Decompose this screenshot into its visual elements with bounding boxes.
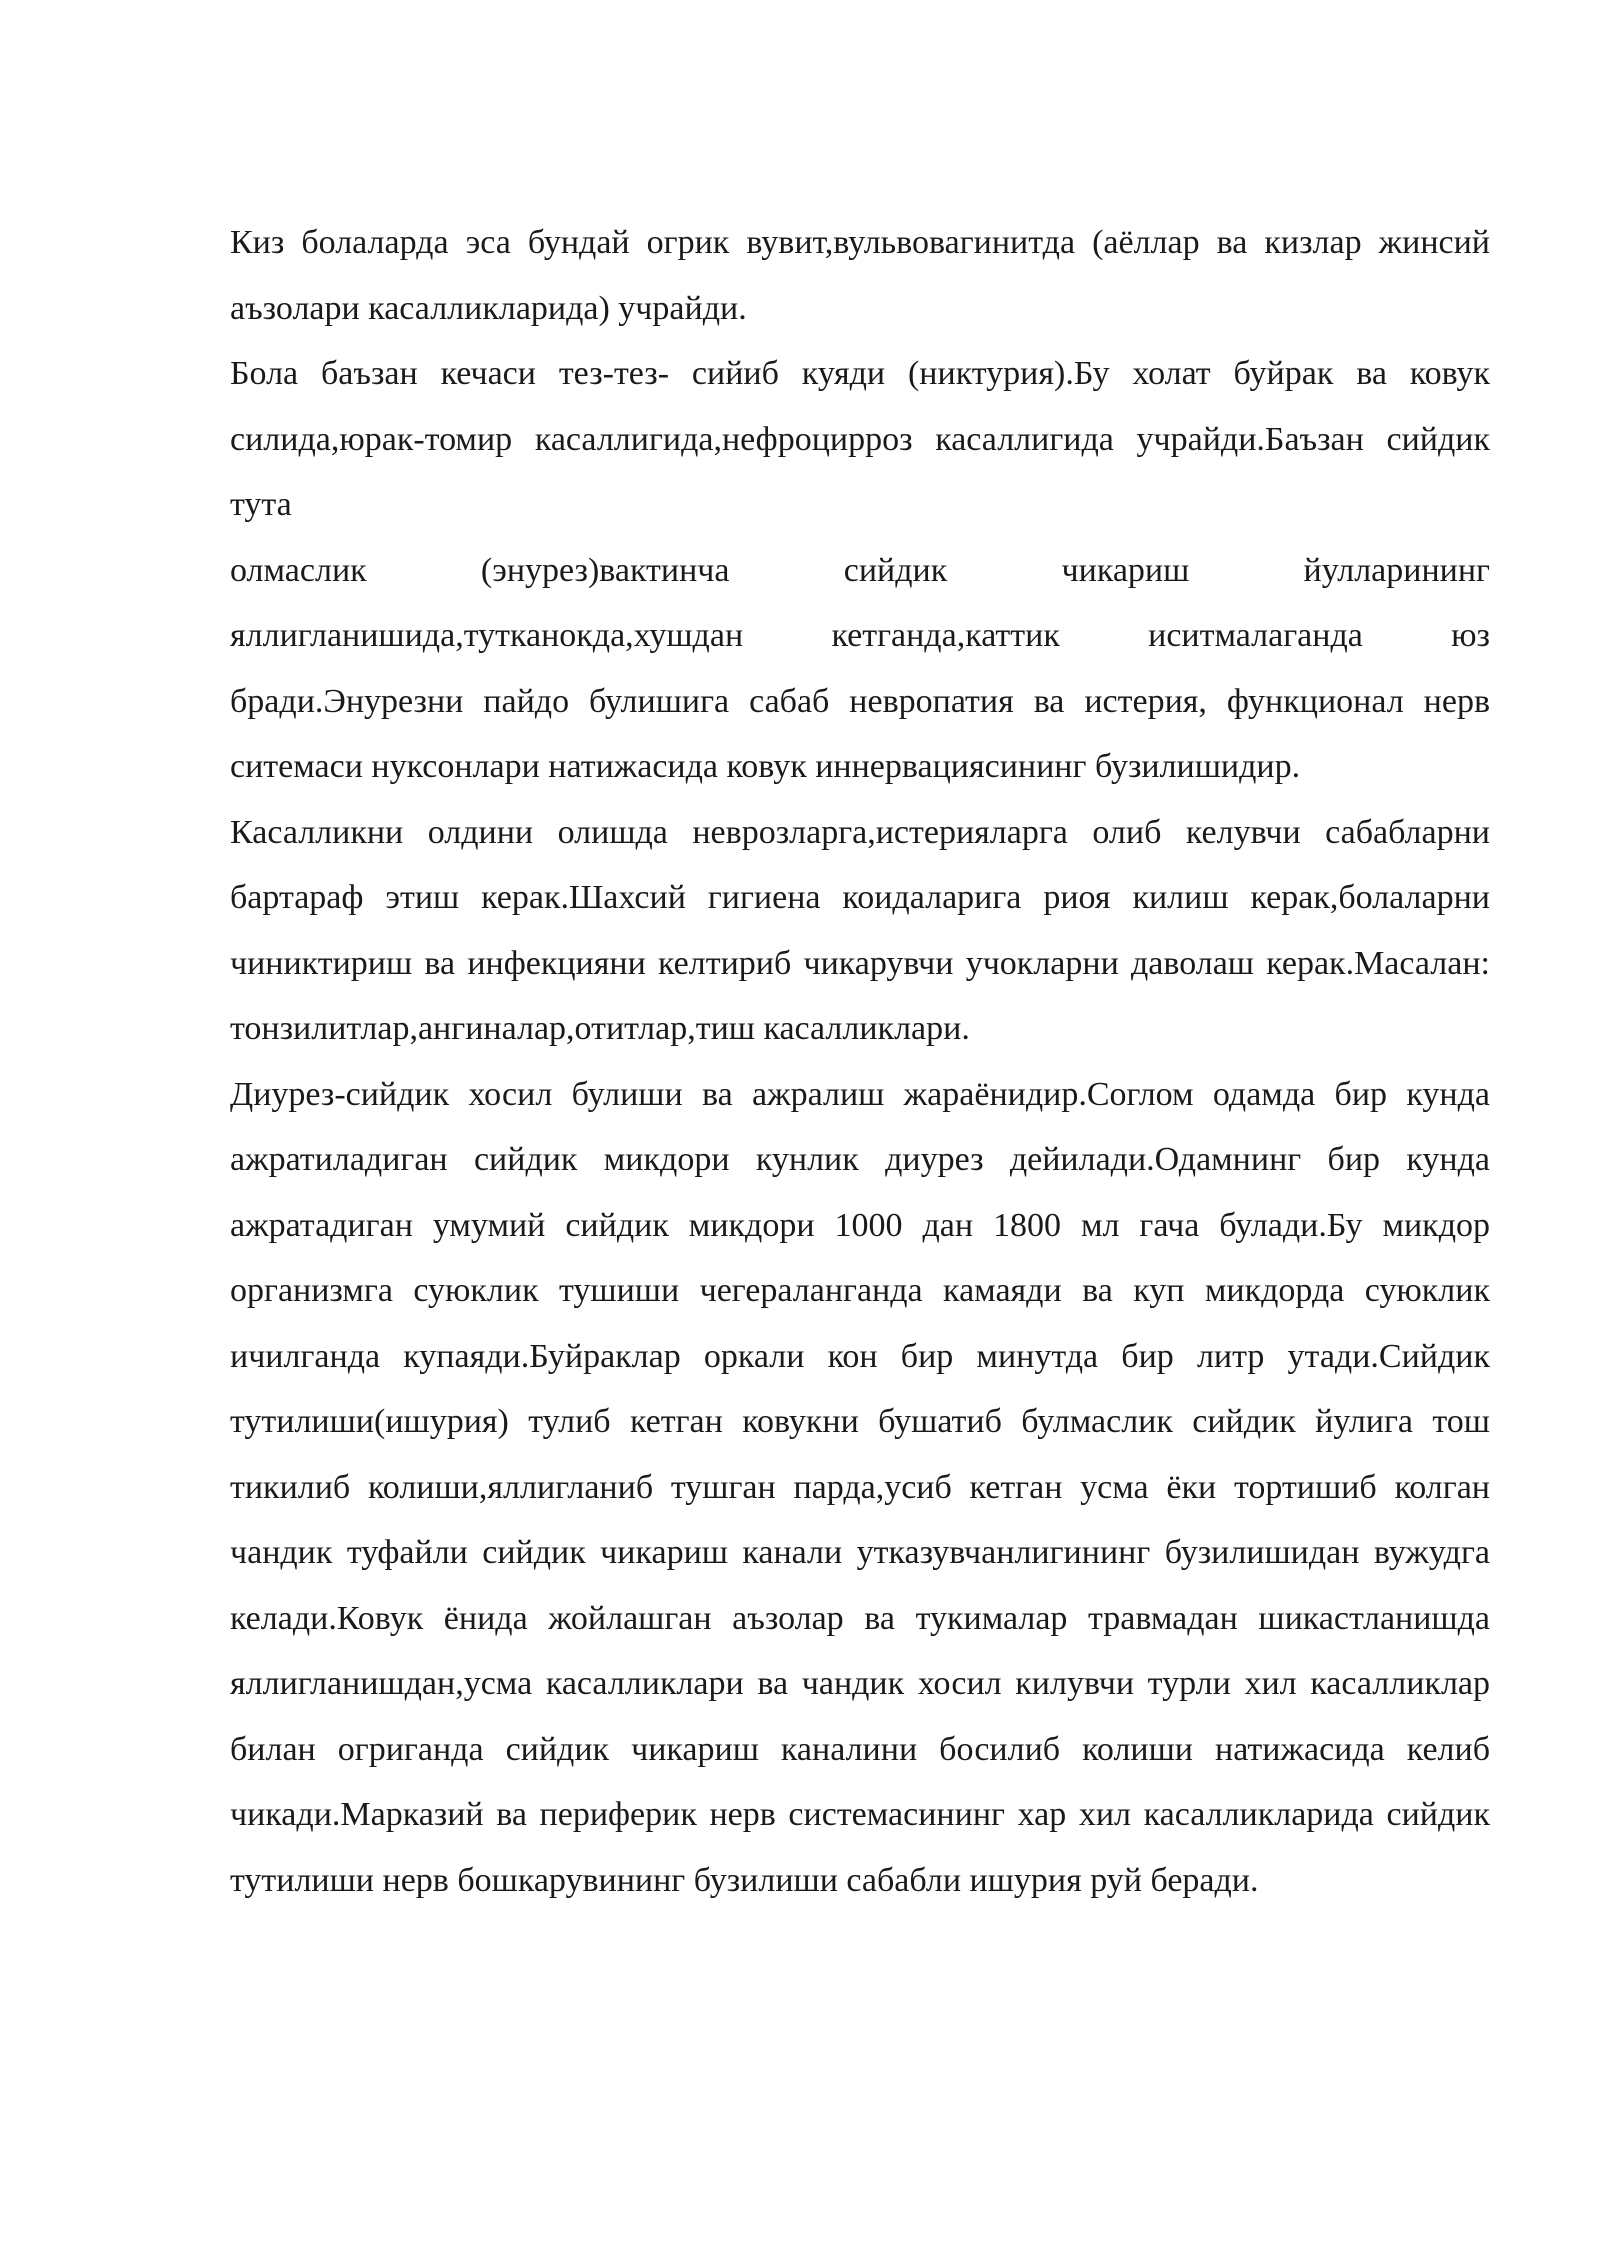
paragraph-4: Касалликни олдини олишда неврозларга,истерияларга олиб келувчи сабабларни бартараф этиш керак.Шахсий гигиена коидаларига риоя килиш керак,болаларни чиниктириш ва инфекцияни келтириб чикарувчи учокларни даволаш керак.Масалан: тонзилитлар,ангиналар,отитлар,тиш касалликлари. [230, 813, 1490, 1047]
paragraph-3: олмаслик (энурез)вактинча сийдик чикариш йулларининг яллигланишида,тутканокда,хушдан кетганда,каттик иситмалаганда юз бради.Энурезни пайдо булишига сабаб невропатия ва истерия, функционал нерв ситемаси нуксонлари натижасида ковук иннервациясининг бузилишидир. [230, 551, 1490, 785]
paragraph-2: Бола баъзан кечаси тез-тез- сийиб куяди (никтурия).Бу холат буйрак ва ковук силида,юрак-томир касаллигида,нефроцирроз касаллигида учрайди.Баъзан сийдик тута [230, 355, 1490, 523]
paragraph-5: Диурез-сийдик хосил булиши ва ажралиш жараёнидир.Соглом одамда бир кунда ажратиладиган сийдик микдори кунлик диурез дейилади.Одамнинг бир кунда ажратадиган умумий сийдик микдори 1000 дан 1800 мл гача булади.Бу микдор организмга суюклик тушиши чегераланганда камаяди ва куп микдорда суюклик ичилганда купаяди.Буйраклар оркали кон бир минутда бир литр утади.Сийдик тутилиши(ишурия) тулиб кетган ковукни бушатиб булмаслик сийдик йулига тош тикилиб колиши,яллигланиб тушган парда,усиб кетган усма ёки тортишиб колган чандик туфайли сийдик чикариш канали утказувчанлигининг бузилишидан вужудга келади.Ковук ёнида жойлашган аъзолар ва тукималар травмадан шикастланишда яллигланишдан,усма касалликлари ва чандик хосил килувчи турли хил касалликлар билан огриганда сийдик чикариш каналини босилиб колиши натижасида келиб чикади.Марказий ва периферик нерв системасининг хар хил касалликларида сийдик тутилиши нерв бошкарувининг бузилиши сабабли ишурия руй беради. [230, 1075, 1490, 1899]
document-body [230, 210, 1490, 1913]
paragraph-1: Киз болаларда эса бундай огрик вувит,вульвовагинитда (аёллар ва кизлар жинсий аъзолари касалликларида) учрайди. [230, 224, 1490, 327]
